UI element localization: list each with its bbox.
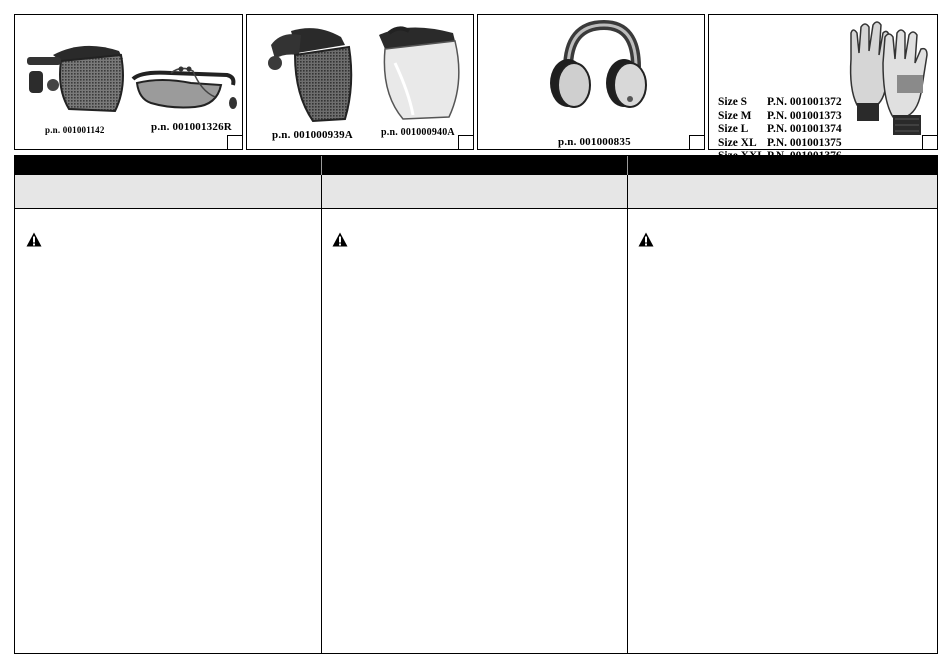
part-number-label: p.n. 001000939A xyxy=(272,129,353,141)
mesh-visor-helmet-image xyxy=(23,37,133,117)
panel-helmet-glasses xyxy=(14,14,243,150)
size-row xyxy=(718,123,842,137)
part-number-label: p.n. 001000835 xyxy=(558,136,631,148)
figure-number-box xyxy=(458,135,473,149)
warning-icon xyxy=(26,232,42,247)
size-label: Size S xyxy=(718,96,748,108)
part-number-label: P.N. 001001375 xyxy=(767,136,842,149)
column-divider xyxy=(321,156,322,175)
part-number-label: p.n. 001001326R xyxy=(151,121,232,133)
size-label: Size L xyxy=(718,123,749,135)
warning-icon xyxy=(638,232,654,247)
size-label: Size M xyxy=(718,109,752,122)
size-label: Size XL xyxy=(718,136,757,149)
glove-size-list xyxy=(718,96,842,164)
gloves-image xyxy=(843,19,935,137)
warning-icon xyxy=(332,232,348,247)
panel-ear-muffs xyxy=(477,14,705,150)
column-divider xyxy=(321,175,322,653)
table-subheader-row xyxy=(15,175,937,209)
figure-number-box xyxy=(922,135,937,149)
column-divider xyxy=(627,175,628,653)
ear-muffs-image xyxy=(544,19,654,129)
figure-number-box xyxy=(227,135,242,149)
panel-face-shields xyxy=(246,14,474,150)
table-header-bar xyxy=(15,156,937,175)
part-number-label: p.n. 001000940A xyxy=(381,127,455,138)
figure-number-box xyxy=(689,135,704,149)
mesh-face-shield-image xyxy=(261,25,361,125)
size-row xyxy=(718,137,842,151)
safety-glasses-image xyxy=(131,61,243,121)
panel-gloves xyxy=(708,14,938,150)
part-number-label: P.N. 001001374 xyxy=(767,123,842,135)
clear-face-shield-image xyxy=(369,23,469,123)
size-row xyxy=(718,110,842,124)
part-number-label: P.N. 001001373 xyxy=(767,109,842,122)
size-row xyxy=(718,96,842,110)
part-number-label: p.n. 001001142 xyxy=(45,125,105,135)
part-number-label: P.N. 001001372 xyxy=(767,96,842,108)
instruction-table xyxy=(14,155,938,654)
column-divider xyxy=(627,156,628,175)
